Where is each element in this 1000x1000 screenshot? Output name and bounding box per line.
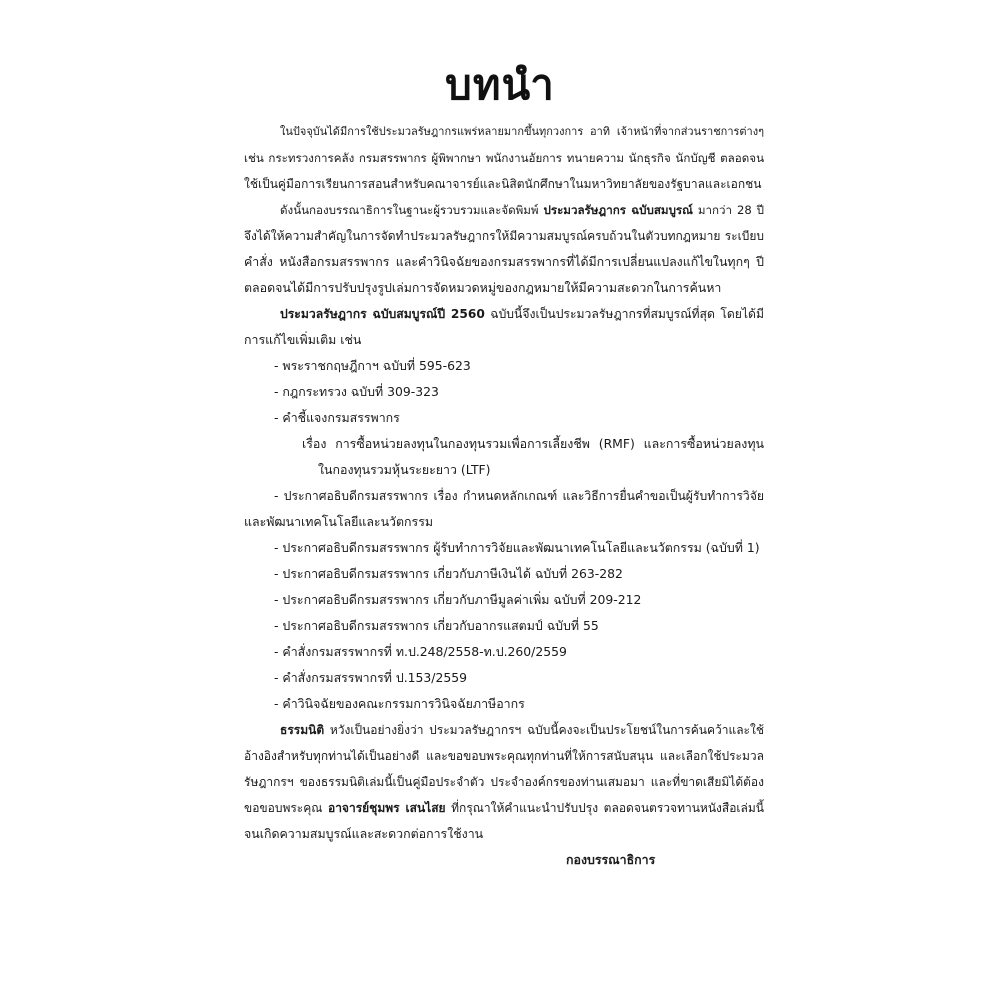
list-item-line1: - ประกาศอธิบดีกรมสรรพากร เรื่อง กำหนดหลักเกณฑ์ และวิธีการยื่นคำขอเป็นผู้รับทำการวิจัย (274, 489, 764, 503)
para4-line4 (244, 800, 764, 816)
para2-line2: จึงได้ให้ความสำคัญในการจัดทำประมวลรัษฎากรให้มีความสมบูรณ์ครบถ้วนในตัวบทกฎหมาย ระเบียบ (244, 229, 764, 243)
para4-text-post2: ที่กรุณาให้คำแนะนำปรับปรุง ตลอดจนตรวจทานหนังสือเล่มนี้ (445, 801, 764, 815)
para4-text-post: หวังเป็นอย่างยิ่งว่า ประมวลรัษฎากรฯ ฉบับนี้คงจะเป็นประโยชน์ในการค้นคว้าและใช้ (324, 723, 764, 737)
para1-line1: ในปัจจุบันได้มีการใช้ประมวลรัษฎากรแพร่หลายมากขึ้นทุกวงการ อาทิ เจ้าหน้าที่จากส่วนราชการต่างๆ (280, 125, 764, 138)
list-item-line2: และพัฒนาเทคโนโลยีและนวัตกรรม (244, 514, 434, 529)
list-item: - ประกาศอธิบดีกรมสรรพากร เกี่ยวกับภาษีเงินได้ ฉบับที่ 263-282 (274, 566, 623, 581)
list-item: - ประกาศอธิบดีกรมสรรพากร เกี่ยวกับอากรแสตมป์ ฉบับที่ 55 (274, 618, 599, 633)
para2-text-pre: ดังนั้นกองบรรณาธิการในฐานะผู้รวบรวมและจัดพิมพ์ (280, 203, 544, 217)
para3-line2: การแก้ไขเพิ่มเติม เช่น (244, 332, 362, 347)
para2-line3: คำสั่ง หนังสือกรมสรรพากร และคำวินิจฉัยของกรมสรรพากรที่ได้มีการเปลี่ยนแปลงแก้ไขในทุกๆ ปี (244, 254, 764, 269)
para1-line2: เช่น กระทรวงการคลัง กรมสรรพากร ผู้พิพากษา พนักงานอัยการ ทนายความ นักธุรกิจ นักบัญชี ตลอดจน (244, 151, 764, 165)
list-item: - ประกาศอธิบดีกรมสรรพากร เกี่ยวกับภาษีมูลค่าเพิ่ม ฉบับที่ 209-212 (274, 592, 642, 607)
para4-line5: จนเกิดความสมบูรณ์และสะดวกต่อการใช้งาน (244, 826, 484, 841)
para4-text-pre: ขอขอบพระคุณ (244, 801, 328, 815)
para2-text-post: มากว่า 28 ปี (692, 203, 764, 217)
para3-book-title: ประมวลรัษฎากร ฉบับสมบูรณ์ปี 2560 (280, 307, 485, 321)
list-item: - กฎกระทรวง ฉบับที่ 309-323 (274, 384, 439, 399)
para4-line1 (280, 722, 764, 738)
para4-teacher-name: อาจารย์ชุมพร เสนไสย (327, 801, 446, 815)
para2-line1 (280, 202, 764, 218)
para4-line3: รัษฎากรฯ ของธรรมนิติเล่มนี้เป็นคู่มือประจำตัว ประจำองค์กรของท่านเสมอมา และที่ขาดเสียมิได้ต้อง (244, 775, 764, 789)
list-item: - คำชี้แจงกรมสรรพากร (274, 410, 400, 425)
list-item: - คำสั่งกรมสรรพากรที่ ท.ป.248/2558-ท.ป.260/2559 (274, 644, 567, 659)
para3-line1 (280, 306, 764, 322)
para2-book-title: ประมวลรัษฎากร ฉบับสมบูรณ์ (543, 203, 693, 217)
para4-publisher-name: ธรรมนิติ (280, 723, 325, 737)
list-item: - ประกาศอธิบดีกรมสรรพากร ผู้รับทำการวิจัยและพัฒนาเทคโนโลยีและนวัตกรรม (ฉบับที่ 1) (274, 540, 760, 555)
list-item: - คำสั่งกรมสรรพากรที่ ป.153/2559 (274, 670, 468, 685)
para1-line3: ใช้เป็นคู่มือการเรียนการสอนสำหรับคณาจารย์และนิสิตนักศึกษาในมหาวิทยาลัยของรัฐบาลและเอกชน (244, 177, 762, 191)
para3-text-post: ฉบับนี้จึงเป็นประมวลรัษฎากรที่สมบูรณ์ที่สุด โดยได้มี (484, 307, 765, 321)
signature: กองบรรณาธิการ (566, 852, 656, 867)
para4-line2: อ้างอิงสำหรับทุกท่านได้เป็นอย่างดี และขอขอบพระคุณทุกท่านที่ให้การสนับสนุน และเลือกใช้ประมวล (244, 749, 764, 763)
para2-line4: ตลอดจนได้มีการปรับปรุงรูปเล่มการจัดหมวดหมู่ของกฎหมายให้มีความสะดวกในการค้นหา (244, 280, 722, 295)
list-item: - พระราชกฤษฎีกาฯ ฉบับที่ 595-623 (274, 358, 471, 373)
list-subitem-line1: เรื่อง การซื้อหน่วยลงทุนในกองทุนรวมเพื่อการเลี้ยงชีพ (RMF) และการซื้อหน่วยลงทุน (302, 436, 764, 451)
list-subitem-line2: ในกองทุนรวมหุ้นระยะยาว (LTF) (318, 462, 491, 477)
page-title: บทนำ (445, 60, 555, 109)
list-item: - คำวินิจฉัยของคณะกรรมการวินิจฉัยภาษีอากร (274, 696, 525, 711)
